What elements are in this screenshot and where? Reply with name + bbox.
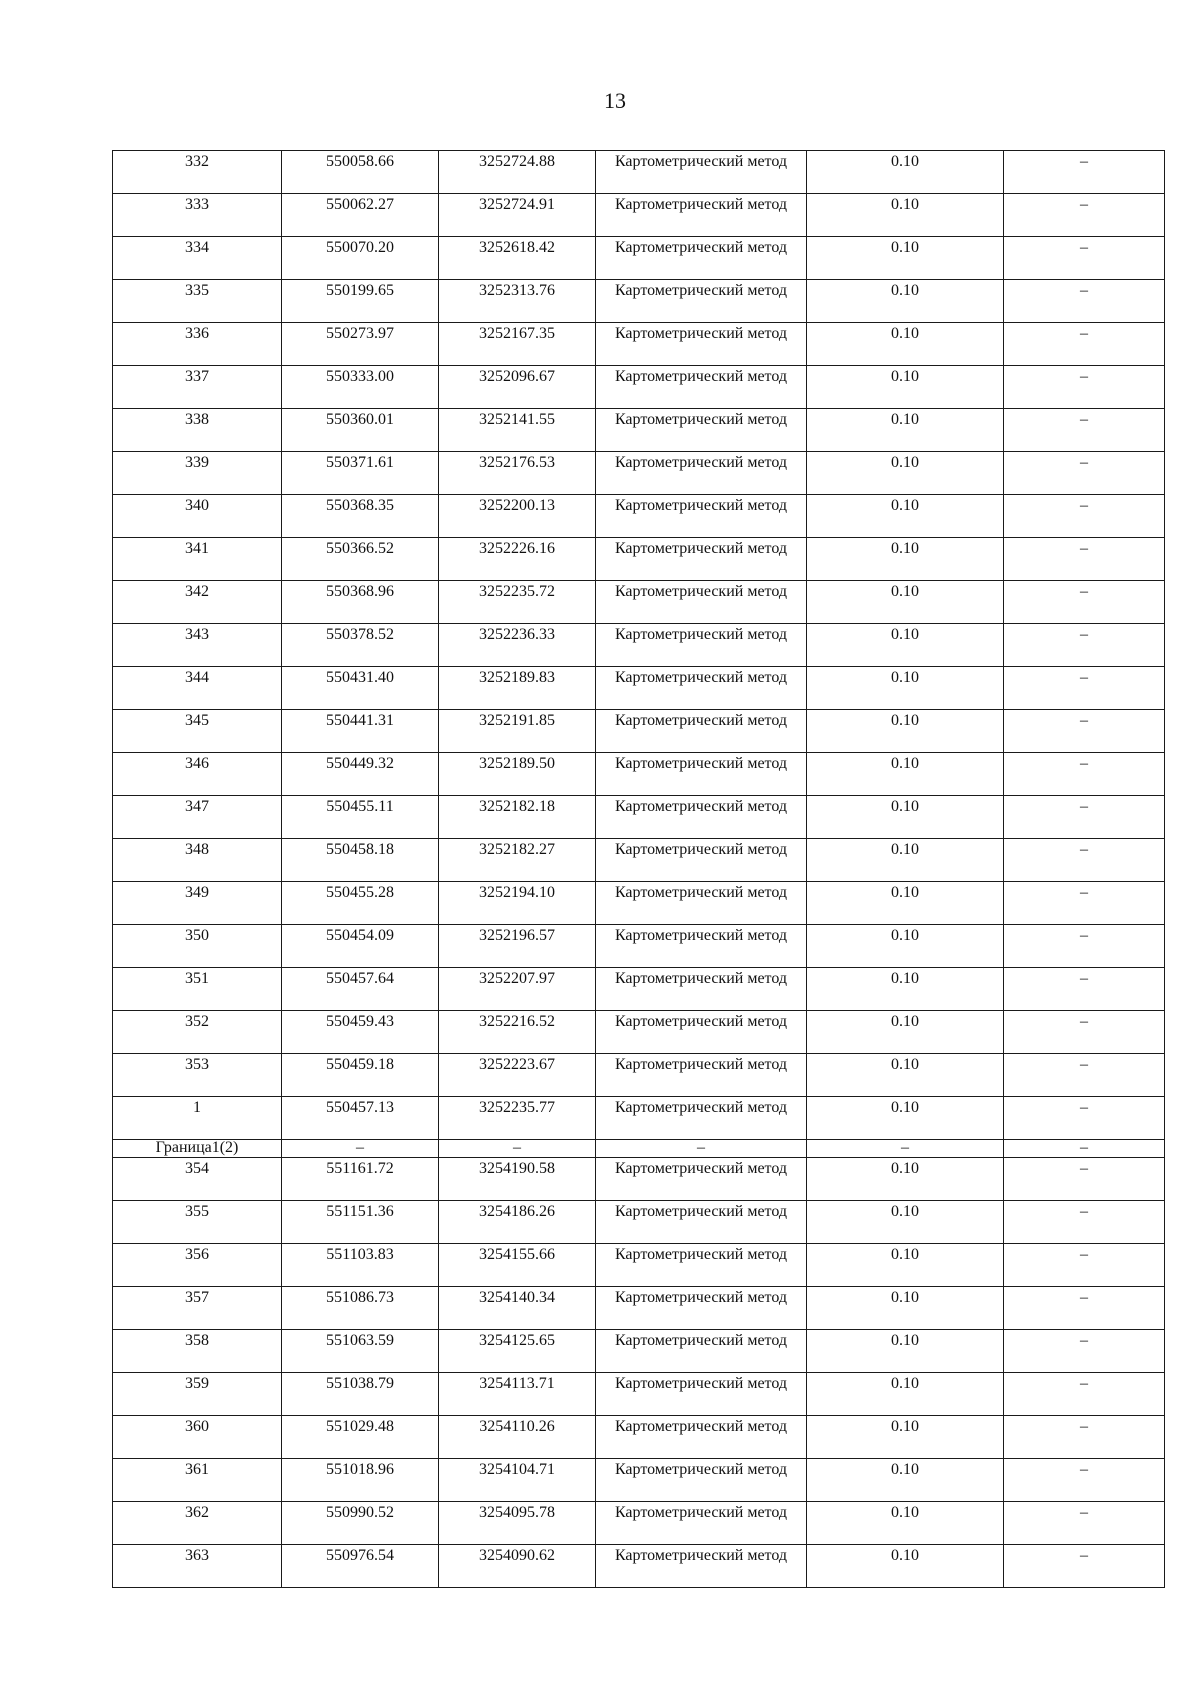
precision-cell: 0.10: [807, 753, 1004, 796]
point-name-cell: 349: [113, 882, 282, 925]
coord-y-cell: 3252200.13: [439, 495, 596, 538]
coord-y-cell: 3252182.18: [439, 796, 596, 839]
coord-y-cell: 3252196.57: [439, 925, 596, 968]
coord-x-cell: 550371.61: [282, 452, 439, 495]
precision-cell: 0.10: [807, 323, 1004, 366]
description-cell: –: [1004, 882, 1165, 925]
coord-y-cell: 3252207.97: [439, 968, 596, 1011]
table-row: [113, 882, 1165, 925]
description-cell: –: [1004, 409, 1165, 452]
point-name-cell: 358: [113, 1330, 282, 1373]
precision-cell: 0.10: [807, 839, 1004, 882]
coord-y-cell: 3252724.88: [439, 151, 596, 194]
table-row: [113, 1158, 1165, 1201]
coord-x-cell: 551086.73: [282, 1287, 439, 1330]
point-name-cell: 359: [113, 1373, 282, 1416]
coord-y-cell: 3252313.76: [439, 280, 596, 323]
precision-cell: 0.10: [807, 1287, 1004, 1330]
method-cell: Картометрический метод: [596, 581, 807, 624]
description-cell: –: [1004, 1459, 1165, 1502]
description-cell: –: [1004, 1330, 1165, 1373]
coord-x-cell: 550454.09: [282, 925, 439, 968]
precision-cell: 0.10: [807, 409, 1004, 452]
precision-cell: 0.10: [807, 1097, 1004, 1140]
point-name-cell: 344: [113, 667, 282, 710]
precision-cell: 0.10: [807, 1502, 1004, 1545]
coord-x-cell: 550368.35: [282, 495, 439, 538]
coord-x-cell: 551151.36: [282, 1201, 439, 1244]
table-row: [113, 1011, 1165, 1054]
table-row: [113, 151, 1165, 194]
method-cell: Картометрический метод: [596, 1011, 807, 1054]
point-name-cell: 355: [113, 1201, 282, 1244]
coord-x-cell: 550459.18: [282, 1054, 439, 1097]
description-cell: –: [1004, 925, 1165, 968]
table-row: [113, 452, 1165, 495]
coordinates-table-body: [113, 151, 1165, 1588]
precision-cell: 0.10: [807, 495, 1004, 538]
method-cell: Картометрический метод: [596, 882, 807, 925]
precision-cell: 0.10: [807, 1416, 1004, 1459]
page-number: 13: [604, 88, 626, 113]
point-name-cell: 363: [113, 1545, 282, 1588]
precision-cell: 0.10: [807, 1373, 1004, 1416]
method-cell: Картометрический метод: [596, 151, 807, 194]
precision-cell: 0.10: [807, 194, 1004, 237]
coord-y-cell: 3254095.78: [439, 1502, 596, 1545]
precision-cell: 0.10: [807, 796, 1004, 839]
point-name-cell: 337: [113, 366, 282, 409]
table-row: [113, 710, 1165, 753]
method-cell: Картометрический метод: [596, 452, 807, 495]
method-cell: Картометрический метод: [596, 495, 807, 538]
precision-cell: 0.10: [807, 925, 1004, 968]
description-cell: –: [1004, 1416, 1165, 1459]
method-cell: Картометрический метод: [596, 1545, 807, 1588]
coord-y-cell: 3254155.66: [439, 1244, 596, 1287]
table-row: [113, 1244, 1165, 1287]
coord-y-cell: 3252189.83: [439, 667, 596, 710]
description-cell: –: [1004, 323, 1165, 366]
method-cell: Картометрический метод: [596, 409, 807, 452]
point-name-cell: 1: [113, 1097, 282, 1140]
coord-y-cell: 3254186.26: [439, 1201, 596, 1244]
coord-y-cell: 3252724.91: [439, 194, 596, 237]
point-name-cell: 334: [113, 237, 282, 280]
description-cell: –: [1004, 366, 1165, 409]
precision-cell: –: [807, 1140, 1004, 1158]
table-row: [113, 753, 1165, 796]
description-cell: –: [1004, 280, 1165, 323]
coord-y-cell: 3254113.71: [439, 1373, 596, 1416]
point-name-cell: 356: [113, 1244, 282, 1287]
coord-y-cell: 3252194.10: [439, 882, 596, 925]
coord-x-cell: 550990.52: [282, 1502, 439, 1545]
precision-cell: 0.10: [807, 710, 1004, 753]
point-name-cell: 362: [113, 1502, 282, 1545]
point-name-cell: 339: [113, 452, 282, 495]
precision-cell: 0.10: [807, 882, 1004, 925]
coord-y-cell: 3252176.53: [439, 452, 596, 495]
description-cell: –: [1004, 1244, 1165, 1287]
description-cell: –: [1004, 839, 1165, 882]
method-cell: Картометрический метод: [596, 624, 807, 667]
precision-cell: 0.10: [807, 968, 1004, 1011]
table-row: [113, 495, 1165, 538]
coord-x-cell: 550441.31: [282, 710, 439, 753]
description-cell: –: [1004, 151, 1165, 194]
coord-y-cell: 3252189.50: [439, 753, 596, 796]
method-cell: Картометрический метод: [596, 194, 807, 237]
description-cell: –: [1004, 194, 1165, 237]
coord-y-cell: 3252223.67: [439, 1054, 596, 1097]
precision-cell: 0.10: [807, 1201, 1004, 1244]
point-name-cell: 332: [113, 151, 282, 194]
description-cell: –: [1004, 1140, 1165, 1158]
coord-x-cell: 550455.11: [282, 796, 439, 839]
coord-x-cell: 550273.97: [282, 323, 439, 366]
coord-x-cell: 550199.65: [282, 280, 439, 323]
point-name-cell: 342: [113, 581, 282, 624]
coord-y-cell: 3254125.65: [439, 1330, 596, 1373]
section-row: [113, 1140, 1165, 1158]
method-cell: Картометрический метод: [596, 1244, 807, 1287]
coord-y-cell: 3252235.72: [439, 581, 596, 624]
coord-x-cell: 551063.59: [282, 1330, 439, 1373]
precision-cell: 0.10: [807, 624, 1004, 667]
coord-x-cell: 551038.79: [282, 1373, 439, 1416]
table-row: [113, 237, 1165, 280]
coord-y-cell: 3252167.35: [439, 323, 596, 366]
table-row: [113, 409, 1165, 452]
coord-x-cell: 550431.40: [282, 667, 439, 710]
description-cell: –: [1004, 1201, 1165, 1244]
table-row: [113, 323, 1165, 366]
coord-x-cell: 550058.66: [282, 151, 439, 194]
table-row: [113, 667, 1165, 710]
precision-cell: 0.10: [807, 1158, 1004, 1201]
point-name-cell: 338: [113, 409, 282, 452]
method-cell: Картометрический метод: [596, 1502, 807, 1545]
method-cell: Картометрический метод: [596, 1373, 807, 1416]
table-row: [113, 1545, 1165, 1588]
table-row: [113, 280, 1165, 323]
table-row: [113, 1330, 1165, 1373]
method-cell: Картометрический метод: [596, 1287, 807, 1330]
description-cell: –: [1004, 581, 1165, 624]
description-cell: –: [1004, 1158, 1165, 1201]
table-row: [113, 1459, 1165, 1502]
coord-y-cell: 3252216.52: [439, 1011, 596, 1054]
point-name-cell: 333: [113, 194, 282, 237]
precision-cell: 0.10: [807, 667, 1004, 710]
coord-x-cell: –: [282, 1140, 439, 1158]
description-cell: –: [1004, 1502, 1165, 1545]
table-row: [113, 839, 1165, 882]
description-cell: –: [1004, 1054, 1165, 1097]
table-row: [113, 1373, 1165, 1416]
table-row: [113, 796, 1165, 839]
point-name-cell: 354: [113, 1158, 282, 1201]
description-cell: –: [1004, 710, 1165, 753]
coord-x-cell: 550455.28: [282, 882, 439, 925]
precision-cell: 0.10: [807, 151, 1004, 194]
precision-cell: 0.10: [807, 1011, 1004, 1054]
coord-y-cell: 3252235.77: [439, 1097, 596, 1140]
point-name-cell: 360: [113, 1416, 282, 1459]
coord-y-cell: –: [439, 1140, 596, 1158]
table-row: [113, 968, 1165, 1011]
precision-cell: 0.10: [807, 366, 1004, 409]
point-name-cell: 341: [113, 538, 282, 581]
coord-x-cell: 550457.13: [282, 1097, 439, 1140]
coord-x-cell: 550458.18: [282, 839, 439, 882]
table-row: [113, 624, 1165, 667]
point-name-cell: Граница1(2): [113, 1140, 282, 1158]
precision-cell: 0.10: [807, 1459, 1004, 1502]
description-cell: –: [1004, 968, 1165, 1011]
point-name-cell: 348: [113, 839, 282, 882]
point-name-cell: 353: [113, 1054, 282, 1097]
table-row: [113, 925, 1165, 968]
precision-cell: 0.10: [807, 1244, 1004, 1287]
coord-x-cell: 550062.27: [282, 194, 439, 237]
method-cell: Картометрический метод: [596, 1158, 807, 1201]
precision-cell: 0.10: [807, 237, 1004, 280]
coord-x-cell: 551103.83: [282, 1244, 439, 1287]
method-cell: –: [596, 1140, 807, 1158]
table-row: [113, 1287, 1165, 1330]
table-row: [113, 538, 1165, 581]
method-cell: Картометрический метод: [596, 1330, 807, 1373]
table-row: [113, 1097, 1165, 1140]
point-name-cell: 345: [113, 710, 282, 753]
method-cell: Картометрический метод: [596, 710, 807, 753]
point-name-cell: 361: [113, 1459, 282, 1502]
method-cell: Картометрический метод: [596, 1459, 807, 1502]
description-cell: –: [1004, 538, 1165, 581]
method-cell: Картометрический метод: [596, 667, 807, 710]
coord-x-cell: 550457.64: [282, 968, 439, 1011]
coord-x-cell: 550378.52: [282, 624, 439, 667]
precision-cell: 0.10: [807, 280, 1004, 323]
coord-y-cell: 3252141.55: [439, 409, 596, 452]
coord-y-cell: 3252096.67: [439, 366, 596, 409]
method-cell: Картометрический метод: [596, 1054, 807, 1097]
description-cell: –: [1004, 452, 1165, 495]
coord-y-cell: 3254090.62: [439, 1545, 596, 1588]
point-name-cell: 352: [113, 1011, 282, 1054]
table-row: [113, 1416, 1165, 1459]
method-cell: Картометрический метод: [596, 796, 807, 839]
table-row: [113, 1054, 1165, 1097]
coord-x-cell: 550976.54: [282, 1545, 439, 1588]
method-cell: Картометрический метод: [596, 538, 807, 581]
coord-y-cell: 3254140.34: [439, 1287, 596, 1330]
coord-y-cell: 3252618.42: [439, 237, 596, 280]
coord-x-cell: 551161.72: [282, 1158, 439, 1201]
method-cell: Картометрический метод: [596, 323, 807, 366]
table-row: [113, 1502, 1165, 1545]
description-cell: –: [1004, 667, 1165, 710]
coord-x-cell: 550368.96: [282, 581, 439, 624]
coord-x-cell: 550070.20: [282, 237, 439, 280]
coord-x-cell: 550360.01: [282, 409, 439, 452]
coord-y-cell: 3252182.27: [439, 839, 596, 882]
description-cell: –: [1004, 1373, 1165, 1416]
method-cell: Картометрический метод: [596, 925, 807, 968]
precision-cell: 0.10: [807, 1545, 1004, 1588]
coord-x-cell: 550459.43: [282, 1011, 439, 1054]
point-name-cell: 336: [113, 323, 282, 366]
precision-cell: 0.10: [807, 538, 1004, 581]
point-name-cell: 340: [113, 495, 282, 538]
point-name-cell: 343: [113, 624, 282, 667]
description-cell: –: [1004, 495, 1165, 538]
description-cell: –: [1004, 1011, 1165, 1054]
description-cell: –: [1004, 1097, 1165, 1140]
description-cell: –: [1004, 1287, 1165, 1330]
point-name-cell: 350: [113, 925, 282, 968]
coord-x-cell: 551018.96: [282, 1459, 439, 1502]
method-cell: Картометрический метод: [596, 237, 807, 280]
coord-y-cell: 3254104.71: [439, 1459, 596, 1502]
method-cell: Картометрический метод: [596, 1097, 807, 1140]
coord-x-cell: 550366.52: [282, 538, 439, 581]
coordinates-table: [112, 150, 1165, 1588]
description-cell: –: [1004, 796, 1165, 839]
point-name-cell: 351: [113, 968, 282, 1011]
description-cell: –: [1004, 753, 1165, 796]
method-cell: Картометрический метод: [596, 1201, 807, 1244]
method-cell: Картометрический метод: [596, 753, 807, 796]
coord-y-cell: 3252191.85: [439, 710, 596, 753]
table-row: [113, 366, 1165, 409]
precision-cell: 0.10: [807, 1330, 1004, 1373]
table-row: [113, 581, 1165, 624]
precision-cell: 0.10: [807, 1054, 1004, 1097]
description-cell: –: [1004, 1545, 1165, 1588]
point-name-cell: 357: [113, 1287, 282, 1330]
table-row: [113, 1201, 1165, 1244]
precision-cell: 0.10: [807, 581, 1004, 624]
point-name-cell: 347: [113, 796, 282, 839]
precision-cell: 0.10: [807, 452, 1004, 495]
table-row: [113, 194, 1165, 237]
description-cell: –: [1004, 624, 1165, 667]
description-cell: –: [1004, 237, 1165, 280]
coord-y-cell: 3252236.33: [439, 624, 596, 667]
method-cell: Картометрический метод: [596, 280, 807, 323]
method-cell: Картометрический метод: [596, 968, 807, 1011]
method-cell: Картометрический метод: [596, 1416, 807, 1459]
method-cell: Картометрический метод: [596, 839, 807, 882]
coord-y-cell: 3254110.26: [439, 1416, 596, 1459]
method-cell: Картометрический метод: [596, 366, 807, 409]
point-name-cell: 335: [113, 280, 282, 323]
coord-x-cell: 550333.00: [282, 366, 439, 409]
coord-y-cell: 3252226.16: [439, 538, 596, 581]
coord-x-cell: 550449.32: [282, 753, 439, 796]
coord-x-cell: 551029.48: [282, 1416, 439, 1459]
coord-y-cell: 3254190.58: [439, 1158, 596, 1201]
point-name-cell: 346: [113, 753, 282, 796]
